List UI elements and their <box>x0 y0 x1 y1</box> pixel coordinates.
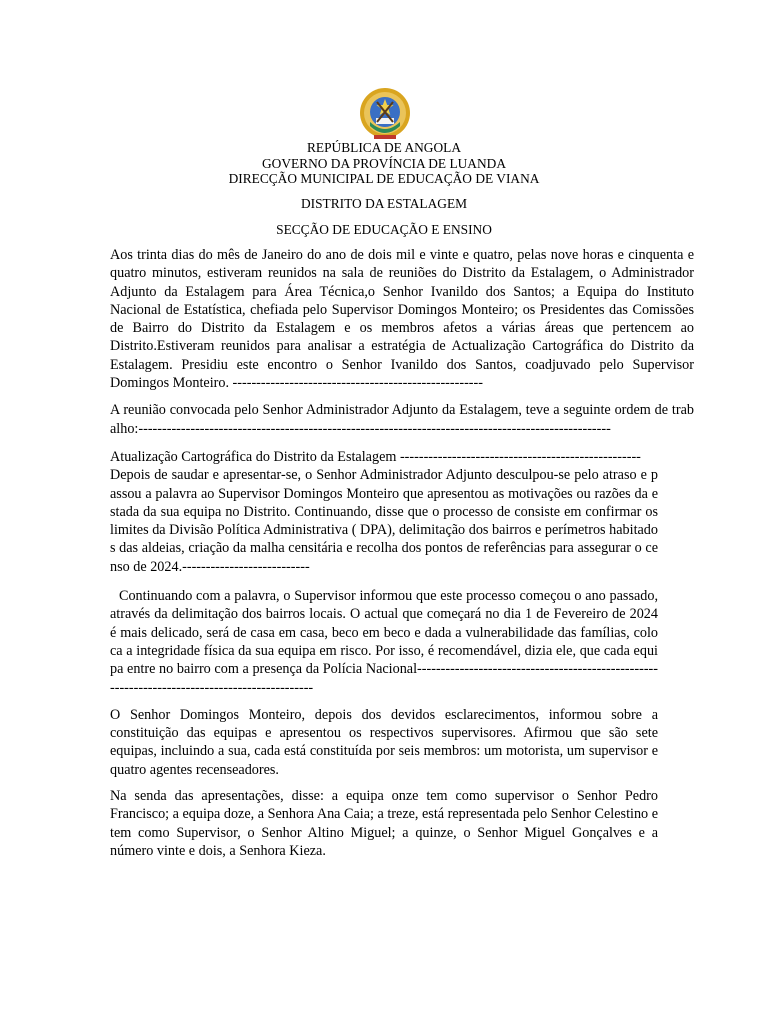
header-direction: DIRECÇÃO MUNICIPAL DE EDUCAÇÃO DE VIANA <box>228 171 540 186</box>
agenda-item-title: Atualização Cartográfica do Distrito da Estalagem --------------------------------------------------- <box>110 448 641 465</box>
angola-coat-of-arms-icon <box>357 86 413 142</box>
header-section: SECÇÃO DE EDUCAÇÃO E ENSINO <box>276 222 492 237</box>
document-header <box>0 140 768 187</box>
header-republic: REPÚBLICA DE ANGOLA <box>307 140 461 155</box>
paragraph-teams: O Senhor Domingos Monteiro, depois dos devidos esclarecimentos, informou sobre a constituição das equipas e apresentou os respectivos supervisores. Afirmou que são sete equipas, incluindo a sua, cada está constituída por seis membros: um motorista, um supervisor e quatro agentes recenseadores. <box>110 706 658 778</box>
header-district: DISTRITO DA ESTALAGEM <box>300 196 468 211</box>
paragraph-presentation: Depois de saudar e apresentar-se, o Senhor Administrador Adjunto desculpou-se pelo atraso e passou a palavra ao Supervisor Domingos Monteiro que apresentou as motivações ou razões da estada da sua equipa no Distrito. Continuando, disse que o processo de consiste em confirmar os limites da Divisão Política Administrativa ( DPA), delimitação dos bairros e perímetros habitados das aldeias, criação da malha censitária e recolha dos pontos de referências para assegurar o censo de 2024.--------------------------- <box>110 467 658 575</box>
paragraph-opening: Aos trinta dias do mês de Janeiro do ano de dois mil e vinte e quatro, pelas nove horas e cinquenta e quatro minutos, estiveram reunidos na sala de reuniões do Distrito da Estalagem, o Administrador Adjunto da Estalagem para Área Técnica,o Senhor Ivanildo dos Santos; a Equipa do Instituto Nacional de Estatística, chefiada pelo Supervisor Domingos Monteiro; os Presidentes das Comissões de Bairro do Distrito da Estalagem e os membros afetos a várias áreas que pertencem ao Distrito.Estiveram reunidos para analisar a estratégia de Actualização Cartográfica do Distrito da Estalagem. Presidiu este encontro o Senhor Ivanildo dos Santos, coadjuvado pelo Supervisor Domingos Monteiro. ----------------------------------------------------- <box>110 247 694 392</box>
paragraph-supervisors: Na senda das apresentações, disse: a equipa onze tem como supervisor o Senhor Pedro Francisco; a equipa doze, a Senhora Ana Caia; a treze, está representada pelo Senhor Celestino e tem como Supervisor, o Senhor Altino Miguel; a quinze, o Senhor Miguel Gonçalves e a número vinte e dois, a Senhora Kieza. <box>110 788 658 859</box>
document-body <box>110 246 694 868</box>
paragraph-supervisor: Continuando com a palavra, o Supervisor informou que este processo começou o ano passado, através da delimitação dos bairros locais. O actual que começará no dia 1 de Fevereiro de 2024 é mais delicado, será de casa em casa, beco em beco e dada a vulnerabilidade das famílias, coloca a integridade física da sua equipa em risco. Por isso, é recomendável, dizia ele, que cada equipa entre no bairro com a presença da Polícia Nacional---------------------------------------------------------------------------------------------- <box>110 588 658 696</box>
header-government: GOVERNO DA PROVÍNCIA DE LUANDA <box>261 155 506 171</box>
paragraph-agenda: A reunião convocada pelo Senhor Administrador Adjunto da Estalagem, teve a seguinte ordem de trabalho:---------------------------------------------------------------------------------------------------- <box>110 402 694 437</box>
